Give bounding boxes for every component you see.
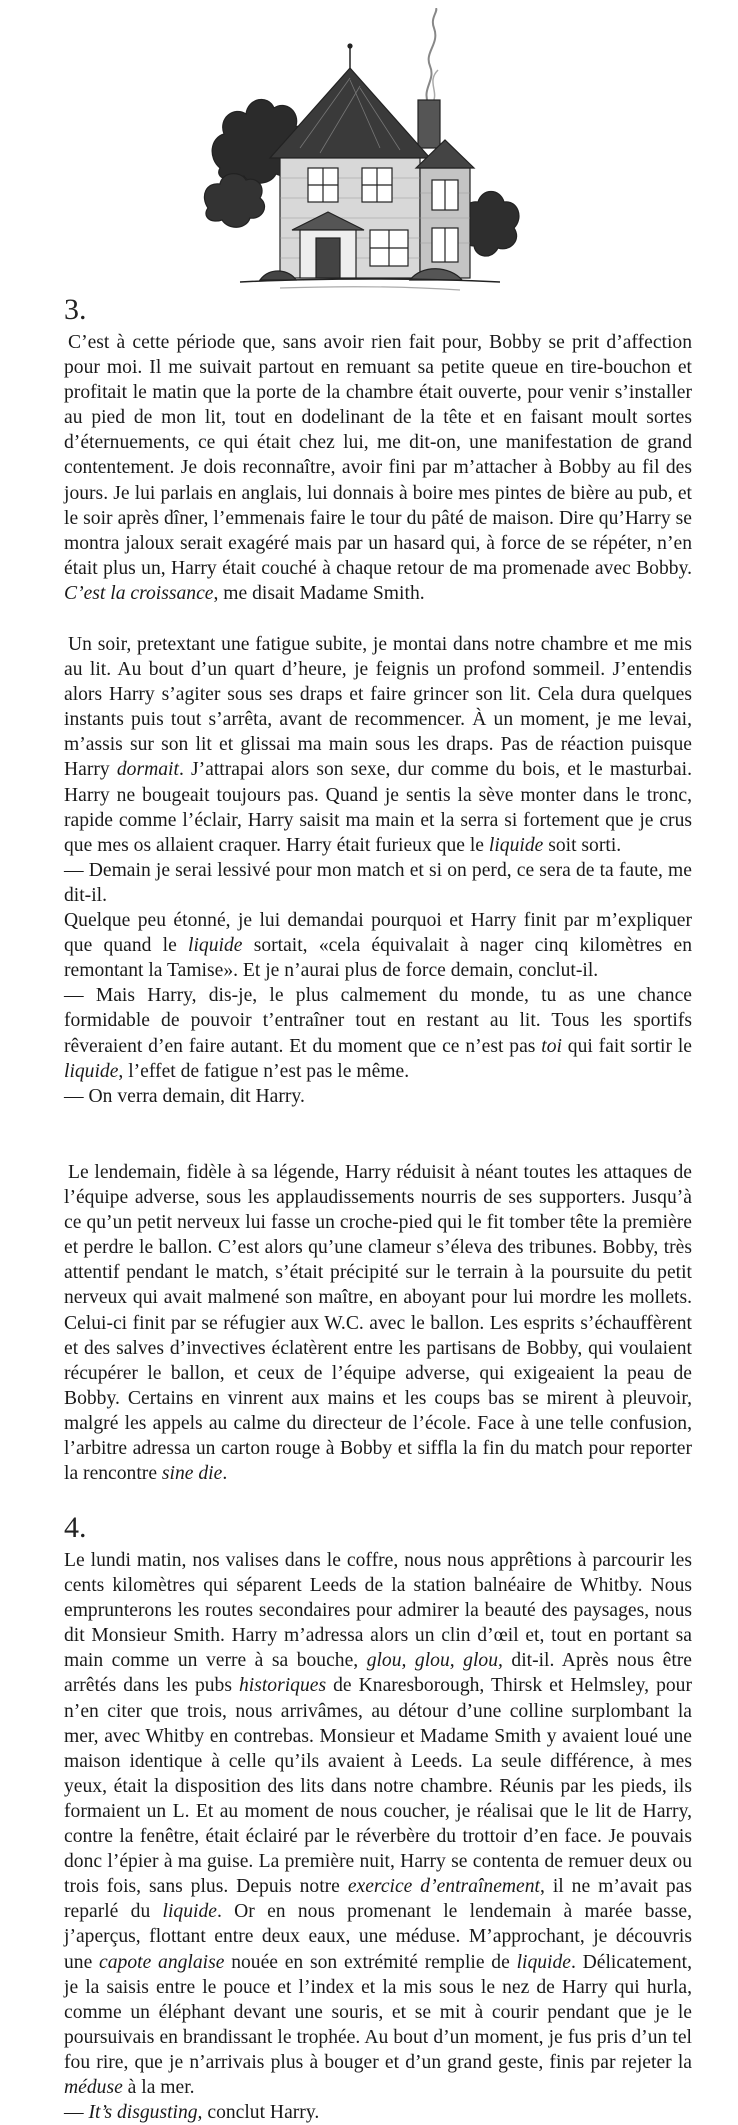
text-run: nouée en son extrémité remplie de xyxy=(224,1951,517,1973)
text-run: Quelque peu étonné, je lui demandai pourquoi et Harry finit par m’expliquer que quand le xyxy=(64,910,692,957)
italic-text: dormait xyxy=(116,759,179,781)
text-run: à la mer. xyxy=(122,2076,195,2098)
italic-text: liquide xyxy=(488,834,544,856)
text-run: . Délicatement, je la saisis entre le pouce et l’index et la mis sous le nez de Harry qui hurla, comme un éléphant devant une souris, et se mit à courir pendant que je le poursuivais en brandissant le trophée. Au bout d’un moment, je fus pris d’un tel fou rire, que je n’arrivais plus à bouger et d’un grand geste, finis par rejeter la xyxy=(64,1951,692,2073)
text-run: . Or en nous promenant le lendemain à marée basse, j’aperçus, flottant entre deux eaux, une méduse. M’approchant, je découvris une xyxy=(64,1901,692,1973)
chapter-4-paragraph-1 xyxy=(64,1548,692,2125)
text-run: Le lundi matin, nos valises dans le coffre, nous nous apprêtions à parcourir les cents kilomètres qui séparent Leeds de la station balnéaire de Whitby. Nous emprunterons les routes secondaires pour admirer la beauté des paysages, nous dit Monsieur Smith. Harry m’adressa alors un clin d’œil et, tout en portant sa main comme un verre à sa bouche, xyxy=(64,1550,692,1672)
text-run: — Demain je serai lessivé pour mon match et si on perd, ce sera de ta faute, me dit-il. xyxy=(64,859,692,906)
italic-text: exercice d’entraînement xyxy=(347,1876,540,1898)
italic-text: liquide xyxy=(64,1060,119,1082)
chapter-3-paragraph-3 xyxy=(64,1160,692,1486)
italic-text: méduse xyxy=(64,2076,123,2098)
dialogue-line xyxy=(64,858,692,908)
text-run: , l’effet de fatigue n’est pas le même. xyxy=(118,1060,410,1082)
italic-text: C’est la croissance xyxy=(64,582,214,604)
paragraph xyxy=(64,1160,692,1486)
text-run: C’est à cette période que, sans avoir rien fait pour, Bobby se prit d’affection pour moi. Il me suivait partout en remuant sa petite queue en tire-bouchon et profitait le matin que la porte de la chambre était ouverte, pour venir s’installer au pied de mon lit, tout en dodelinant de la tête et en faisant moult sortes d’éternuements, ce qui était chez lui, me dit-on, une manifestation de grand contentement. Je dois reconnaître, avoir fini par m’attacher à Bobby au fil des jours. Je lui parlais en anglais, lui donnais à boire mes pintes de bière au pub, et le soir après dîner, l’emmenais faire le tour du pâté de maison. Dire qu’Harry se montra jaloux serait exagéré mais par un hasard qui, à force de se répéter, n’en était plus un, Harry était couché à chaque retour de ma promenade avec Bobby. xyxy=(64,332,692,579)
paragraph xyxy=(64,632,692,858)
paragraph xyxy=(64,330,692,606)
text-run: — On verra demain, dit Harry. xyxy=(64,1085,305,1107)
chapter-3-paragraph-1 xyxy=(64,330,692,606)
italic-text: liquide xyxy=(162,1901,217,1923)
text-run: Un soir, pretextant une fatigue subite, je montai dans notre chambre et me mis au lit. Au bout d’un quart d’heure, je feignis un profond sommeil. J’entendis alors Harry s’agiter sous ses draps et faire grincer son lit. Cela dura quelques instants puis tout s’arrêta, avant de recommencer. À un moment, je me levai, m’assis sur son lit et glissai ma main sous les draps. Pas de réaction puisque Harry xyxy=(64,634,692,781)
text-run: . xyxy=(222,1463,228,1485)
text-run: de Knaresborough, Thirsk et Helmsley, pour n’en citer que trois, nous arrivâmes, au détour d’une colline surplombant la mer, avec Whitby en contrebas. Monsieur et Madame Smith y avaient loué une maison identique à celle qu’ils avaient à Leeds. La seule différence, à mes yeux, était la disposition des lits dans notre chambre. Réunis par les pieds, ils formaient un L. Et au moment de nous coucher, je réalisai que le lit de Harry, contre la fenêtre, était éclairé par le réverbère du trottoir d’en face. Je pouvais donc l’épier à ma guise. La première nuit, Harry se contenta de remuer deux ou trois fois, sans plus. Depuis notre xyxy=(64,1675,692,1898)
paragraph xyxy=(64,1548,692,2100)
text-run: conclut Harry. xyxy=(202,2102,320,2124)
italic-text: liquide xyxy=(188,935,243,957)
italic-text: sine die xyxy=(161,1463,223,1485)
italic-text: It’s disgusting, xyxy=(88,2102,203,2124)
text-run: , il ne m’avait pas reparlé du xyxy=(64,1876,692,1923)
text-run: — Mais Harry, dis-je, le plus calmement du monde, tu as une chance formidable de pouvoir t’entraîner tout en restant au lit. Tous les sportifs rêveraient d’en faire autant. Et du moment que ce n’est pas xyxy=(64,985,692,1057)
italic-text: historiques xyxy=(239,1675,327,1697)
chapter-4-number: 4. xyxy=(64,1511,87,1544)
italic-text: glou, glou, glou, xyxy=(366,1650,503,1672)
text-run: Le lendemain, fidèle à sa légende, Harry réduisit à néant toutes les attaques de l’équipe adverse, sous les applaudissements nourris de ses supporters. Jusqu’à ce qu’un petit nerveux lui fasse un croche-pied qui le fit tomber tête la première et perdre le ballon. C’est alors qu’une clameur s’éleva des tribunes. Bobby, très attentif pendant le match, s’était précipité sur le terrain à la poursuite du petit nerveux qui avait malmené son maître, en aboyant pour lui mordre les mollets. Celui-ci finit par se réfugier aux W.C. avec le ballon. Les esprits s’échauffèrent et des salves d’invectives éclatèrent entre les partisans de Bobby, qui voulaient récupérer le ballon, et ceux de l’équipe adverse, qui exigeaient la peau de Bobby. Certains en vinrent aux mains et les coups bas se mirent à pleuvoir, malgré les appels au calme du directeur de l’école. Face à une telle confusion, l’arbitre adressa un carton rouge à Bobby et siffla la fin du match pour reporter la rencontre xyxy=(64,1162,692,1485)
text-run: — xyxy=(64,2102,89,2124)
chapter-3-number: 3. xyxy=(64,293,87,326)
dialogue-line xyxy=(64,1084,692,1109)
text-run: . J’attrapai alors son sexe, dur comme du bois, et le masturbai. Harry ne bougeait toujours pas. Quand je sentis la sève monter dans le tronc, rapide comme l’éclair, Harry saisit ma main et la serra si fortement que je crus que mes os allaient craquer. Harry était furieux que le xyxy=(64,759,693,856)
paragraph xyxy=(64,908,692,983)
house-illustration xyxy=(200,8,540,313)
italic-text: capote anglaise xyxy=(99,1951,225,1973)
text-run: soit sorti. xyxy=(543,834,622,856)
italic-text: liquide xyxy=(516,1951,571,1973)
dialogue-line xyxy=(64,983,692,1083)
text-run: , me disait Madame Smith. xyxy=(213,582,425,604)
text-run: qui fait sortir le xyxy=(561,1035,692,1057)
chapter-3-paragraph-2 xyxy=(64,632,692,1109)
text-run: sortait, «cela équivalait à nager cinq kilomètres en remontant la Tamise». Et je n’aurai plus de force demain, conclut-il. xyxy=(64,935,692,982)
text-run: dit-il. Après nous être arrêtés dans les pubs xyxy=(64,1650,692,1697)
dialogue-line xyxy=(64,2100,692,2125)
italic-text: toi xyxy=(541,1035,562,1057)
